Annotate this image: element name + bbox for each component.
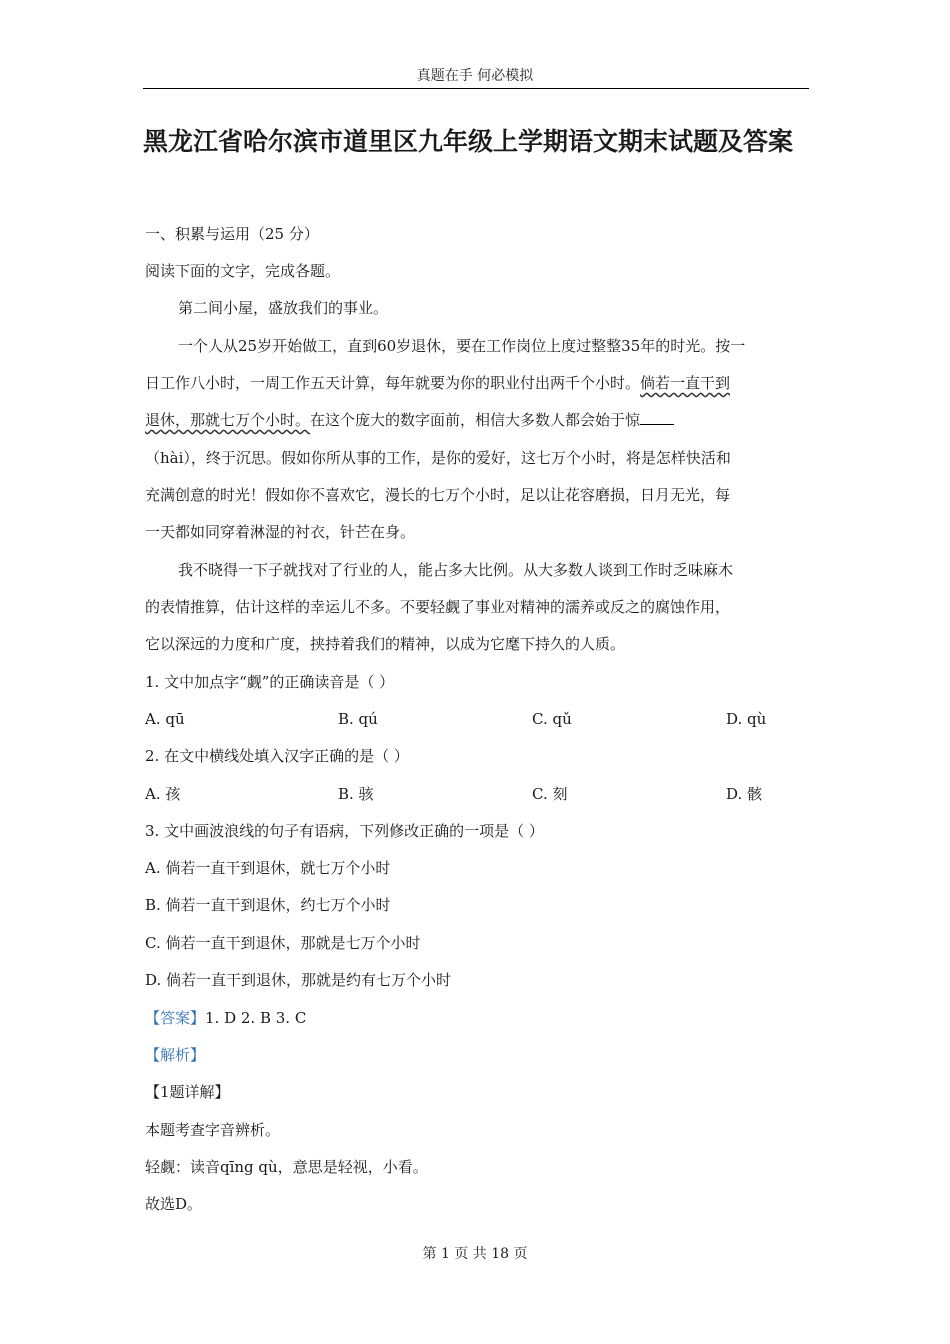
passage-line: 的表情推算，估计这样的幸运儿不多。不要轻觑了事业对精神的濡养或反之的腐蚀作用， bbox=[145, 598, 731, 616]
question-1-option-d: D. qù bbox=[726, 710, 767, 728]
question-3-option-a: A. 倘若一直干到退休，就七万个小时 bbox=[145, 859, 391, 877]
analysis-line: 故选D。 bbox=[145, 1195, 203, 1213]
passage-text: 日工作八小时，一周工作五天计算，每年就要为你的职业付出两千个小时。 bbox=[145, 374, 641, 392]
analysis-detail-heading: 【1题详解】 bbox=[145, 1083, 230, 1101]
passage-line: 一天都如同穿着淋湿的衬衣，针芒在身。 bbox=[145, 523, 416, 541]
passage-line: 一个人从25岁开始做工，直到60岁退休，要在工作岗位上度过整整35年的时光。按一 bbox=[178, 337, 746, 355]
header-divider bbox=[143, 88, 809, 89]
question-3-option-c: C. 倘若一直干到退休，那就是七万个小时 bbox=[145, 934, 421, 952]
fill-in-blank bbox=[640, 410, 674, 425]
passage-line bbox=[145, 410, 674, 430]
document-title: 黑龙江省哈尔滨市道里区九年级上学期语文期末试题及答案 bbox=[143, 127, 794, 156]
question-3-option-b: B. 倘若一直干到退休，约七万个小时 bbox=[145, 896, 391, 914]
question-1-option-b: B. qú bbox=[338, 710, 378, 728]
analysis-line: 轻觑：读音qīng qù，意思是轻视，小看。 bbox=[145, 1158, 428, 1176]
question-1-option-a: A. qū bbox=[145, 710, 185, 728]
passage-line: 充满创意的时光！假如你不喜欢它，漫长的七万个小时，足以让花容磨损，日月无光，每 bbox=[145, 486, 731, 504]
section-heading: 一、积累与运用（25 分） bbox=[145, 225, 319, 243]
wavy-underlined-sentence: 倘若一直干到 bbox=[640, 374, 731, 392]
question-1-stem: 1. 文中加点字“觑”的正确读音是（ ） bbox=[145, 673, 395, 691]
instruction: 阅读下面的文字，完成各题。 bbox=[145, 262, 341, 280]
analysis-tag: 【解析】 bbox=[145, 1046, 206, 1064]
passage-line: （hài），终于沉思。假如你所从事的工作，是你的爱好，这七万个小时，将是怎样快活和 bbox=[145, 449, 731, 467]
question-2-option-d: D. 骸 bbox=[726, 785, 763, 803]
question-2-option-b: B. 骇 bbox=[338, 785, 374, 803]
answer-line bbox=[145, 1008, 306, 1028]
passage-line: 它以深远的力度和广度，挟持着我们的精神，以成为它麾下持久的人质。 bbox=[145, 635, 626, 653]
passage-paragraph-1: 第二间小屋，盛放我们的事业。 bbox=[178, 299, 389, 317]
passage-line: 我不晓得一下子就找对了行业的人，能占多大比例。从大多数人谈到工作时乏味麻木 bbox=[178, 561, 734, 579]
question-3-option-d: D. 倘若一直干到退休，那就是约有七万个小时 bbox=[145, 971, 452, 989]
page-footer: 第 1 页 共 18 页 bbox=[422, 1246, 528, 1262]
passage-text: 在这个庞大的数字面前，相信大多数人都会始于惊 bbox=[310, 411, 641, 429]
page-header: 真题在手 何必模拟 bbox=[416, 68, 534, 84]
question-1-option-c: C. qǔ bbox=[532, 710, 572, 728]
question-3-stem: 3. 文中画波浪线的句子有语病，下列修改正确的一项是（ ） bbox=[145, 822, 544, 840]
answer-text: 1. D 2. B 3. C bbox=[205, 1009, 307, 1027]
wavy-underlined-sentence: 退休，那就七万个小时。 bbox=[145, 411, 311, 429]
question-2-option-a: A. 孩 bbox=[145, 785, 181, 803]
question-2-option-c: C. 刻 bbox=[532, 785, 568, 803]
answer-tag: 【答案】 bbox=[145, 1009, 206, 1027]
passage-line bbox=[145, 373, 730, 393]
question-2-stem: 2. 在文中横线处填入汉字正确的是（ ） bbox=[145, 747, 409, 765]
analysis-line: 本题考查字音辨析。 bbox=[145, 1121, 281, 1139]
